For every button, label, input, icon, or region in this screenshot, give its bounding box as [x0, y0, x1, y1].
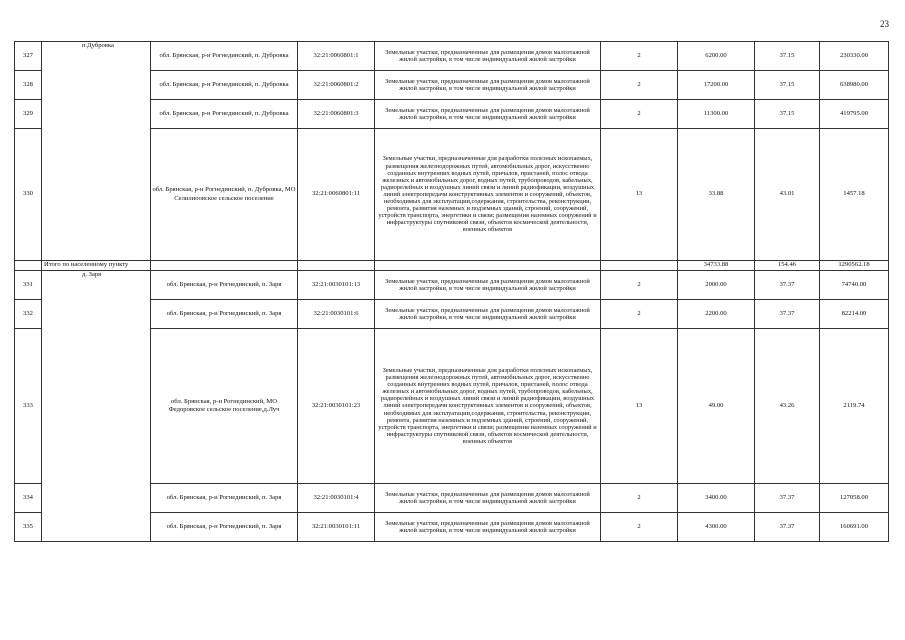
purpose-code: 2 [601, 42, 678, 71]
row-number: 333 [15, 329, 42, 484]
area-value: 4300.00 [678, 513, 755, 542]
total-row [15, 261, 889, 271]
table-row [15, 271, 889, 300]
cadastral-value: 419795.00 [820, 100, 889, 129]
row-number: 334 [15, 484, 42, 513]
address-cell: обл. Брянская, р-н Рогнединский, п. Заря [151, 484, 298, 513]
purpose-code: 2 [601, 513, 678, 542]
total-label: Итого по населенному пункту [42, 261, 151, 271]
settlement-name: д. Заря [42, 271, 151, 542]
cadastral-value-table [14, 41, 889, 542]
address-cell: обл. Брянская, р-н Рогнединский, п. Заря [151, 513, 298, 542]
address-cell: обл. Брянская, р-н Рогнединский, п. Заря [151, 271, 298, 300]
cadastral-number: 32:21:0060801:2 [298, 71, 375, 100]
cadastral-value: 160691.00 [820, 513, 889, 542]
land-purpose: Земельные участки, предназначенные для размещения домов малоэтажной жилой застройки, в том числе индивидуальной жилой застройки [375, 42, 601, 71]
table-row [15, 42, 889, 71]
total-blank [601, 261, 678, 271]
address-cell: обл. Брянская, р-н Рогнединский, п. Дубровка [151, 71, 298, 100]
cadastral-value: 2119.74 [820, 329, 889, 484]
purpose-code: 2 [601, 300, 678, 329]
rate-value: 37.37 [755, 513, 820, 542]
area-value: 11300.00 [678, 100, 755, 129]
purpose-code: 13 [601, 129, 678, 261]
row-number: 335 [15, 513, 42, 542]
settlement-name: п.Дубровка [42, 42, 151, 261]
purpose-code: 2 [601, 71, 678, 100]
land-purpose: Земельные участки, предназначенные для размещения домов малоэтажной жилой застройки, в том числе индивидуальной жилой застройки [375, 100, 601, 129]
total-area: 34733.88 [678, 261, 755, 271]
row-number: 332 [15, 300, 42, 329]
land-purpose: Земельные участки, предназначенные для разработки полезных ископаемых, размещения железнодорожных путей, автомобильных дорог, искусственно созданных внутренних водных путей, причалов, пристаней, полос отвода железных и автомобильных дорог, водных путей, трубопроводов, кабельных, радиорелейных и воздушных линий связи и линий радиофикации, воздушных линий электропередачи конструктивных элементов и сооружений, объектов, необходимых для эксплуатации,содержания, строительства, реконструкции, ремонта, развития наземных и подземных зданий, строений, сооружений, устройств транспорта, энергетики и связи; размещения наземных сооружений и инфраструктуры спутниковой связи, объектов космической деятельности, военных объектов [375, 129, 601, 261]
address-cell: обл. Брянская, р-н Рогнединский, МО Федоровское сельское поселение,д.Луч [151, 329, 298, 484]
rate-value: 37.15 [755, 71, 820, 100]
address-cell: обл. Брянская, р-н Рогнединский, п. Дубровка, МО Селилиоовское сельское поселение [151, 129, 298, 261]
rate-value: 37.15 [755, 42, 820, 71]
cadastral-number: 32:21:0060801:3 [298, 100, 375, 129]
purpose-code: 2 [601, 484, 678, 513]
area-value: 17200.00 [678, 71, 755, 100]
land-purpose: Земельные участки, предназначенные для размещения домов малоэтажной жилой застройки, в том числе индивидуальной жилой застройки [375, 71, 601, 100]
row-number: 328 [15, 71, 42, 100]
area-value: 49.00 [678, 329, 755, 484]
cadastral-value: 127058.00 [820, 484, 889, 513]
rate-value: 37.37 [755, 300, 820, 329]
purpose-code: 2 [601, 100, 678, 129]
rate-value: 43.01 [755, 129, 820, 261]
total-rate: 154.46 [755, 261, 820, 271]
land-purpose: Земельные участки, предназначенные для размещения домов малоэтажной жилой застройки, в том числе индивидуальной жилой застройки [375, 484, 601, 513]
total-blank [151, 261, 298, 271]
area-value: 2000.00 [678, 271, 755, 300]
area-value: 2200.00 [678, 300, 755, 329]
purpose-code: 2 [601, 271, 678, 300]
row-number: 329 [15, 100, 42, 129]
cadastral-value: 638980.00 [820, 71, 889, 100]
cadastral-value: 230330.00 [820, 42, 889, 71]
cadastral-number: 32:21:0060801:11 [298, 129, 375, 261]
rate-value: 37.37 [755, 271, 820, 300]
total-blank [375, 261, 601, 271]
cadastral-value: 82214.00 [820, 300, 889, 329]
row-number: 327 [15, 42, 42, 71]
area-value: 6200.00 [678, 42, 755, 71]
area-value: 33.88 [678, 129, 755, 261]
total-blank [298, 261, 375, 271]
address-cell: обл. Брянская, р-н Рогнединский, п. Заря [151, 300, 298, 329]
cadastral-number: 32:21:0060801:1 [298, 42, 375, 71]
cadastral-number: 32:21:0030101:6 [298, 300, 375, 329]
cadastral-value: 1457.18 [820, 129, 889, 261]
rate-value: 37.37 [755, 484, 820, 513]
rate-value: 43.26 [755, 329, 820, 484]
cadastral-number: 32:21:0030101:4 [298, 484, 375, 513]
purpose-code: 13 [601, 329, 678, 484]
area-value: 3400.00 [678, 484, 755, 513]
page-number: 23 [880, 19, 889, 29]
land-purpose: Земельные участки, предназначенные для размещения домов малоэтажной жилой застройки, в том числе индивидуальной жилой застройки [375, 271, 601, 300]
row-number: 331 [15, 271, 42, 300]
cadastral-number: 32:21:0030101:13 [298, 271, 375, 300]
land-purpose: Земельные участки, предназначенные для размещения домов малоэтажной жилой застройки, в том числе индивидуальной жилой застройки [375, 300, 601, 329]
total-value: 1290562.18 [820, 261, 889, 271]
land-purpose: Земельные участки, предназначенные для разработки полезных ископаемых, размещения железнодорожных путей, автомобильных дорог, искусственно созданных внутренних водных путей, причалов, пристаней, полос отвода железных и автомобильных дорог, водных путей, трубопроводов, кабельных, радиорелейных и воздушных линий связи и линий радиофикации, воздушных линий электропередачи конструктивных элементов и сооружений, объектов, необходимых для эксплуатации,содержания, строительства, реконструкции, ремонта, развития наземных и подземных зданий, строений, сооружений, устройств транспорта, энергетики и связи; размещения наземных сооружений и инфраструктуры спутниковой связи, объектов космической деятельности, военных объектов [375, 329, 601, 484]
total-blank [15, 261, 42, 271]
rate-value: 37.15 [755, 100, 820, 129]
cadastral-number: 32:21:0030101:11 [298, 513, 375, 542]
land-purpose: Земельные участки, предназначенные для размещения домов малоэтажной жилой застройки, в том числе индивидуальной жилой застройки [375, 513, 601, 542]
address-cell: обл. Брянская, р-н Рогнединский, п. Дубровка [151, 100, 298, 129]
row-number: 330 [15, 129, 42, 261]
cadastral-number: 32:21:0030101:23 [298, 329, 375, 484]
cadastral-value: 74740.00 [820, 271, 889, 300]
address-cell: обл. Брянская, р-н Рогнединский, п. Дубровка [151, 42, 298, 71]
